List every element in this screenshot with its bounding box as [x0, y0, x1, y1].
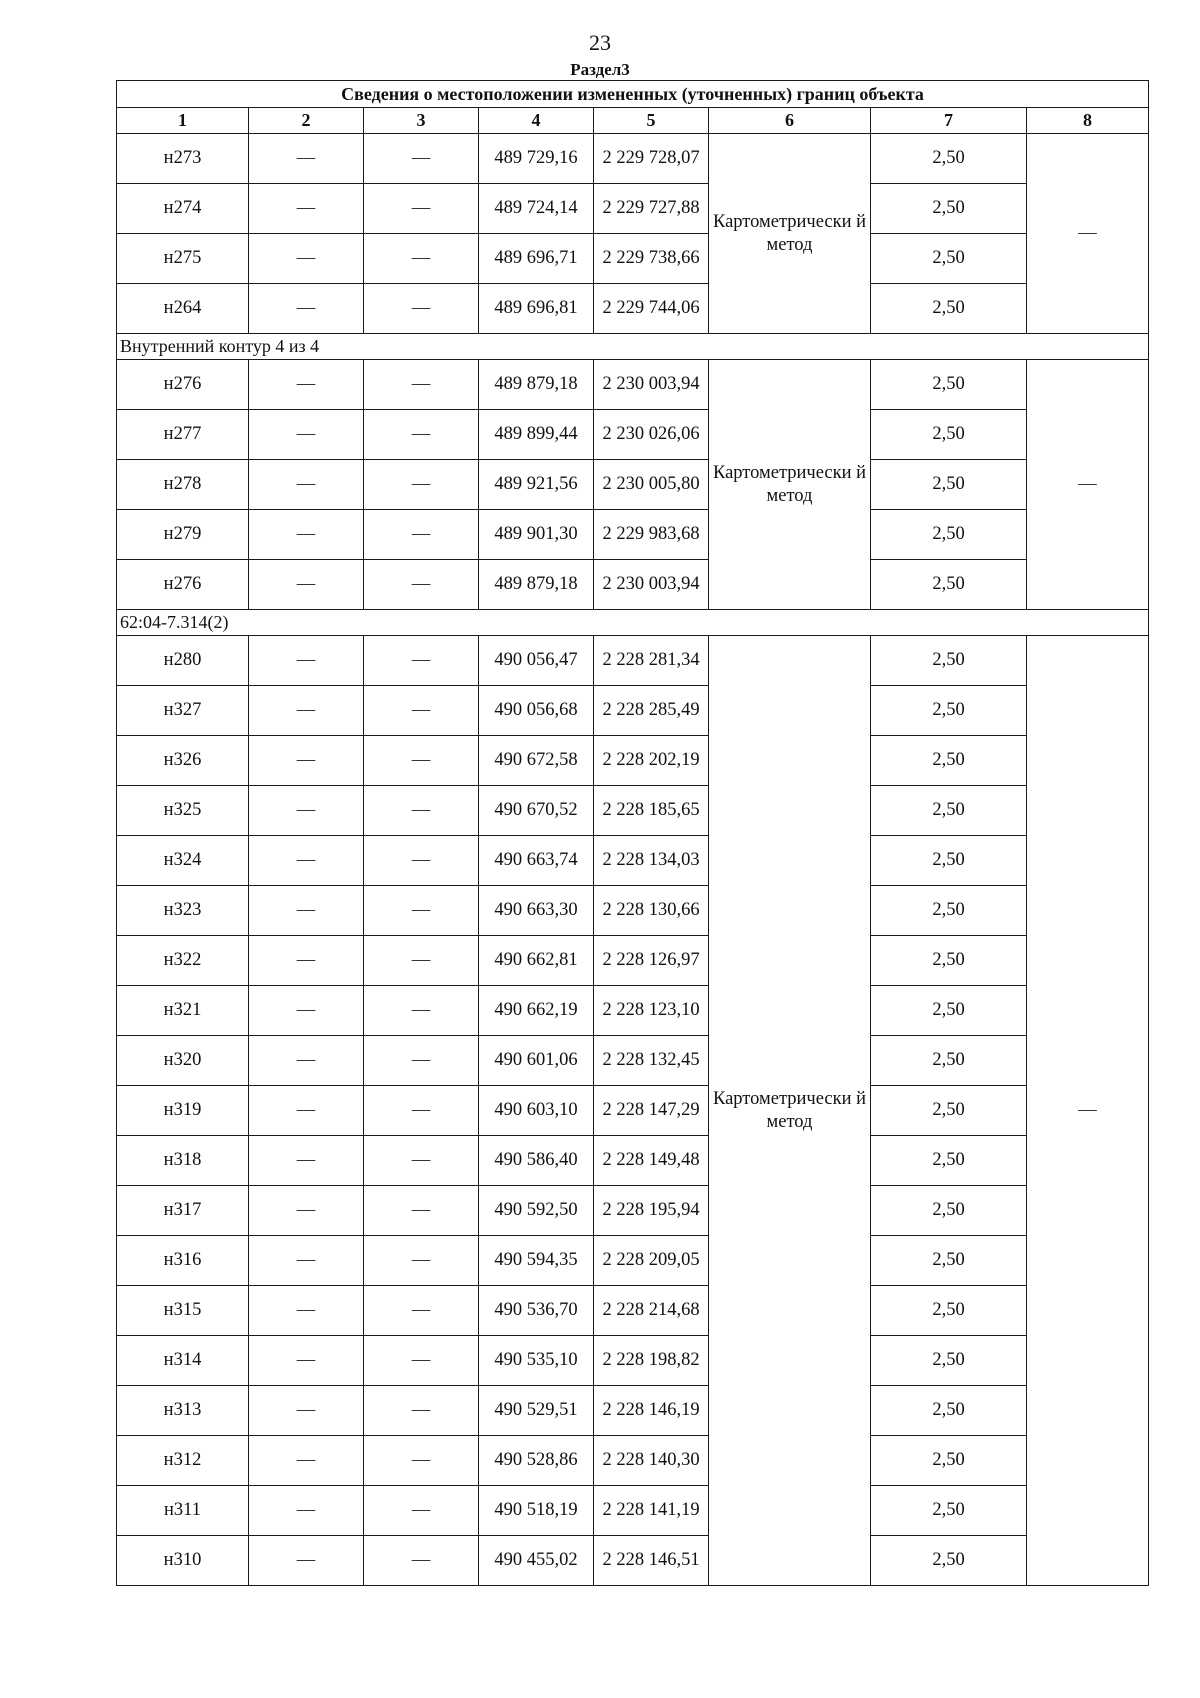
column-3-cell: — — [364, 460, 479, 510]
column-2-cell: — — [249, 184, 364, 234]
column-3-cell: — — [364, 786, 479, 836]
point-name-cell: н324 — [117, 836, 249, 886]
point-name-cell: н320 — [117, 1036, 249, 1086]
table-row — [117, 284, 1149, 334]
table-row — [117, 1536, 1149, 1586]
method-cell: Картометрически й метод — [709, 636, 871, 1586]
y-coordinate-cell: 2 228 214,68 — [594, 1286, 709, 1336]
x-coordinate-cell: 490 672,58 — [479, 736, 594, 786]
column-3-cell: — — [364, 1136, 479, 1186]
column-number: 7 — [871, 108, 1027, 134]
y-coordinate-cell: 2 228 126,97 — [594, 936, 709, 986]
accuracy-cell: 2,50 — [871, 1236, 1027, 1286]
contour-label-row — [117, 610, 1149, 636]
x-coordinate-cell: 490 586,40 — [479, 1136, 594, 1186]
accuracy-cell: 2,50 — [871, 1486, 1027, 1536]
point-name-cell: н275 — [117, 234, 249, 284]
y-coordinate-cell: 2 229 983,68 — [594, 510, 709, 560]
x-coordinate-cell: 490 662,19 — [479, 986, 594, 1036]
y-coordinate-cell: 2 230 003,94 — [594, 360, 709, 410]
table-row — [117, 560, 1149, 610]
column-2-cell: — — [249, 134, 364, 184]
column-3-cell: — — [364, 936, 479, 986]
accuracy-cell: 2,50 — [871, 1136, 1027, 1186]
column-2-cell: — — [249, 1386, 364, 1436]
table-row — [117, 1036, 1149, 1086]
table-row — [117, 1336, 1149, 1386]
x-coordinate-cell: 490 056,68 — [479, 686, 594, 736]
accuracy-cell: 2,50 — [871, 360, 1027, 410]
x-coordinate-cell: 490 455,02 — [479, 1536, 594, 1586]
x-coordinate-cell: 490 603,10 — [479, 1086, 594, 1136]
table-row — [117, 1286, 1149, 1336]
table-row — [117, 360, 1149, 410]
accuracy-cell: 2,50 — [871, 510, 1027, 560]
column-3-cell: — — [364, 1436, 479, 1486]
column-2-cell: — — [249, 1536, 364, 1586]
column-2-cell: — — [249, 560, 364, 610]
y-coordinate-cell: 2 228 147,29 — [594, 1086, 709, 1136]
point-name-cell: н276 — [117, 560, 249, 610]
column-8-cell: — — [1027, 134, 1149, 334]
point-name-cell: н310 — [117, 1536, 249, 1586]
column-number: 8 — [1027, 108, 1149, 134]
point-name-cell: н273 — [117, 134, 249, 184]
table-row — [117, 134, 1149, 184]
column-number: 2 — [249, 108, 364, 134]
y-coordinate-cell: 2 228 202,19 — [594, 736, 709, 786]
column-numbers-row — [117, 108, 1149, 134]
x-coordinate-cell: 489 724,14 — [479, 184, 594, 234]
accuracy-cell: 2,50 — [871, 886, 1027, 936]
x-coordinate-cell: 490 528,86 — [479, 1436, 594, 1486]
point-name-cell: н278 — [117, 460, 249, 510]
column-3-cell: — — [364, 1286, 479, 1336]
point-name-cell: н327 — [117, 686, 249, 736]
method-cell: Картометрически й метод — [709, 134, 871, 334]
point-name-cell: н279 — [117, 510, 249, 560]
y-coordinate-cell: 2 229 744,06 — [594, 284, 709, 334]
point-name-cell: н264 — [117, 284, 249, 334]
point-name-cell: н314 — [117, 1336, 249, 1386]
x-coordinate-cell: 490 601,06 — [479, 1036, 594, 1086]
accuracy-cell: 2,50 — [871, 1086, 1027, 1136]
column-3-cell: — — [364, 636, 479, 686]
table-row — [117, 234, 1149, 284]
table-row — [117, 886, 1149, 936]
y-coordinate-cell: 2 229 727,88 — [594, 184, 709, 234]
y-coordinate-cell: 2 229 738,66 — [594, 234, 709, 284]
column-2-cell: — — [249, 986, 364, 1036]
column-2-cell: — — [249, 886, 364, 936]
column-8-cell: — — [1027, 360, 1149, 610]
x-coordinate-cell: 490 663,74 — [479, 836, 594, 886]
x-coordinate-cell: 490 535,10 — [479, 1336, 594, 1386]
y-coordinate-cell: 2 228 130,66 — [594, 886, 709, 936]
column-3-cell: — — [364, 284, 479, 334]
y-coordinate-cell: 2 228 146,51 — [594, 1536, 709, 1586]
column-3-cell: — — [364, 410, 479, 460]
column-3-cell: — — [364, 560, 479, 610]
column-2-cell: — — [249, 510, 364, 560]
column-3-cell: — — [364, 886, 479, 936]
table-row — [117, 686, 1149, 736]
contour-label-row — [117, 334, 1149, 360]
column-2-cell: — — [249, 1336, 364, 1386]
column-2-cell: — — [249, 786, 364, 836]
boundary-points-table — [116, 80, 1149, 1586]
table-row — [117, 936, 1149, 986]
point-name-cell: н318 — [117, 1136, 249, 1186]
table-row — [117, 184, 1149, 234]
column-number: 6 — [709, 108, 871, 134]
point-name-cell: н317 — [117, 1186, 249, 1236]
y-coordinate-cell: 2 228 123,10 — [594, 986, 709, 1036]
column-number: 4 — [479, 108, 594, 134]
column-3-cell: — — [364, 510, 479, 560]
x-coordinate-cell: 490 670,52 — [479, 786, 594, 836]
column-3-cell: — — [364, 836, 479, 886]
table-caption-row — [117, 81, 1149, 108]
accuracy-cell: 2,50 — [871, 1036, 1027, 1086]
column-3-cell: — — [364, 234, 479, 284]
y-coordinate-cell: 2 230 026,06 — [594, 410, 709, 460]
y-coordinate-cell: 2 228 140,30 — [594, 1436, 709, 1486]
column-3-cell: — — [364, 1386, 479, 1436]
table-row — [117, 1436, 1149, 1486]
column-2-cell: — — [249, 736, 364, 786]
accuracy-cell: 2,50 — [871, 1386, 1027, 1436]
column-3-cell: — — [364, 1336, 479, 1386]
point-name-cell: н313 — [117, 1386, 249, 1436]
accuracy-cell: 2,50 — [871, 284, 1027, 334]
y-coordinate-cell: 2 228 132,45 — [594, 1036, 709, 1086]
column-2-cell: — — [249, 1036, 364, 1086]
column-3-cell: — — [364, 1486, 479, 1536]
point-name-cell: н323 — [117, 886, 249, 936]
accuracy-cell: 2,50 — [871, 460, 1027, 510]
column-2-cell: — — [249, 1086, 364, 1136]
column-2-cell: — — [249, 284, 364, 334]
x-coordinate-cell: 490 518,19 — [479, 1486, 594, 1536]
point-name-cell: н322 — [117, 936, 249, 986]
table-row — [117, 736, 1149, 786]
x-coordinate-cell: 490 056,47 — [479, 636, 594, 686]
table-row — [117, 786, 1149, 836]
accuracy-cell: 2,50 — [871, 736, 1027, 786]
accuracy-cell: 2,50 — [871, 1286, 1027, 1336]
accuracy-cell: 2,50 — [871, 134, 1027, 184]
point-name-cell: н325 — [117, 786, 249, 836]
column-3-cell: — — [364, 1536, 479, 1586]
column-8-cell: — — [1027, 636, 1149, 1586]
section-title: Раздел3 — [570, 60, 630, 79]
point-name-cell: н326 — [117, 736, 249, 786]
accuracy-cell: 2,50 — [871, 686, 1027, 736]
x-coordinate-cell: 490 536,70 — [479, 1286, 594, 1336]
x-coordinate-cell: 489 879,18 — [479, 560, 594, 610]
accuracy-cell: 2,50 — [871, 234, 1027, 284]
column-2-cell: — — [249, 636, 364, 686]
table-row — [117, 636, 1149, 686]
x-coordinate-cell: 490 592,50 — [479, 1186, 594, 1236]
x-coordinate-cell: 490 594,35 — [479, 1236, 594, 1286]
x-coordinate-cell: 490 663,30 — [479, 886, 594, 936]
column-3-cell: — — [364, 986, 479, 1036]
y-coordinate-cell: 2 230 003,94 — [594, 560, 709, 610]
column-2-cell: — — [249, 1436, 364, 1486]
y-coordinate-cell: 2 228 198,82 — [594, 1336, 709, 1386]
point-name-cell: н274 — [117, 184, 249, 234]
x-coordinate-cell: 490 662,81 — [479, 936, 594, 986]
point-name-cell: н316 — [117, 1236, 249, 1286]
accuracy-cell: 2,50 — [871, 1436, 1027, 1486]
contour-label: Внутренний контур 4 из 4 — [117, 334, 1149, 360]
table-row — [117, 1086, 1149, 1136]
column-2-cell: — — [249, 460, 364, 510]
x-coordinate-cell: 489 901,30 — [479, 510, 594, 560]
table-row — [117, 986, 1149, 1036]
point-name-cell: н277 — [117, 410, 249, 460]
column-3-cell: — — [364, 1036, 479, 1086]
accuracy-cell: 2,50 — [871, 836, 1027, 886]
column-3-cell: — — [364, 686, 479, 736]
accuracy-cell: 2,50 — [871, 936, 1027, 986]
point-name-cell: н276 — [117, 360, 249, 410]
table-row — [117, 1136, 1149, 1186]
column-3-cell: — — [364, 184, 479, 234]
y-coordinate-cell: 2 228 134,03 — [594, 836, 709, 886]
column-2-cell: — — [249, 936, 364, 986]
table-row — [117, 460, 1149, 510]
point-name-cell: н315 — [117, 1286, 249, 1336]
column-3-cell: — — [364, 736, 479, 786]
y-coordinate-cell: 2 228 285,49 — [594, 686, 709, 736]
table-row — [117, 1486, 1149, 1536]
column-3-cell: — — [364, 134, 479, 184]
y-coordinate-cell: 2 228 281,34 — [594, 636, 709, 686]
accuracy-cell: 2,50 — [871, 1186, 1027, 1236]
page-number: 23 — [589, 30, 611, 55]
accuracy-cell: 2,50 — [871, 986, 1027, 1036]
column-2-cell: — — [249, 1136, 364, 1186]
column-2-cell: — — [249, 1186, 364, 1236]
column-3-cell: — — [364, 360, 479, 410]
table-row — [117, 1236, 1149, 1286]
column-2-cell: — — [249, 360, 364, 410]
point-name-cell: н311 — [117, 1486, 249, 1536]
column-2-cell: — — [249, 836, 364, 886]
point-name-cell: н312 — [117, 1436, 249, 1486]
column-2-cell: — — [249, 410, 364, 460]
x-coordinate-cell: 489 921,56 — [479, 460, 594, 510]
y-coordinate-cell: 2 228 141,19 — [594, 1486, 709, 1536]
y-coordinate-cell: 2 228 146,19 — [594, 1386, 709, 1436]
column-3-cell: — — [364, 1086, 479, 1136]
accuracy-cell: 2,50 — [871, 410, 1027, 460]
column-2-cell: — — [249, 234, 364, 284]
y-coordinate-cell: 2 228 209,05 — [594, 1236, 709, 1286]
column-2-cell: — — [249, 1286, 364, 1336]
column-2-cell: — — [249, 1486, 364, 1536]
table-row — [117, 1186, 1149, 1236]
contour-label: 62:04-7.314(2) — [117, 610, 1149, 636]
accuracy-cell: 2,50 — [871, 560, 1027, 610]
column-number: 5 — [594, 108, 709, 134]
column-2-cell: — — [249, 686, 364, 736]
column-3-cell: — — [364, 1186, 479, 1236]
y-coordinate-cell: 2 228 149,48 — [594, 1136, 709, 1186]
column-3-cell: — — [364, 1236, 479, 1286]
table-row — [117, 1386, 1149, 1436]
accuracy-cell: 2,50 — [871, 184, 1027, 234]
column-number: 3 — [364, 108, 479, 134]
point-name-cell: н321 — [117, 986, 249, 1036]
table-row — [117, 510, 1149, 560]
x-coordinate-cell: 490 529,51 — [479, 1386, 594, 1436]
column-number: 1 — [117, 108, 249, 134]
accuracy-cell: 2,50 — [871, 1536, 1027, 1586]
x-coordinate-cell: 489 729,16 — [479, 134, 594, 184]
x-coordinate-cell: 489 879,18 — [479, 360, 594, 410]
method-cell: Картометрически й метод — [709, 360, 871, 610]
column-2-cell: — — [249, 1236, 364, 1286]
point-name-cell: н280 — [117, 636, 249, 686]
table-caption: Сведения о местоположении измененных (уточненных) границ объекта — [117, 81, 1149, 108]
y-coordinate-cell: 2 228 195,94 — [594, 1186, 709, 1236]
x-coordinate-cell: 489 899,44 — [479, 410, 594, 460]
y-coordinate-cell: 2 228 185,65 — [594, 786, 709, 836]
point-name-cell: н319 — [117, 1086, 249, 1136]
accuracy-cell: 2,50 — [871, 786, 1027, 836]
accuracy-cell: 2,50 — [871, 636, 1027, 686]
y-coordinate-cell: 2 229 728,07 — [594, 134, 709, 184]
y-coordinate-cell: 2 230 005,80 — [594, 460, 709, 510]
table-row — [117, 410, 1149, 460]
table-row — [117, 836, 1149, 886]
accuracy-cell: 2,50 — [871, 1336, 1027, 1386]
x-coordinate-cell: 489 696,71 — [479, 234, 594, 284]
x-coordinate-cell: 489 696,81 — [479, 284, 594, 334]
